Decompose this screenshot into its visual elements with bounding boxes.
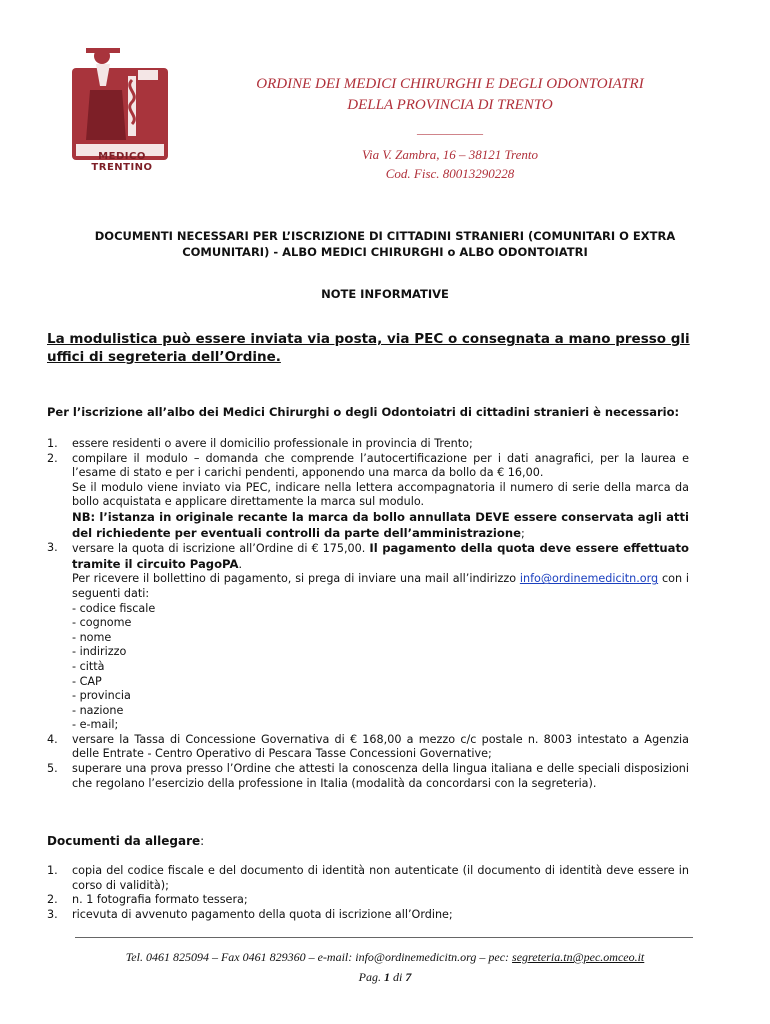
document-title xyxy=(40,228,730,260)
documents-heading-colon: : xyxy=(200,834,205,848)
list-number: 2. xyxy=(47,893,58,907)
page-of: di xyxy=(390,970,406,984)
page-total: 7 xyxy=(405,970,412,984)
list-number: 1. xyxy=(47,437,58,450)
list-text: n. 1 fotografia formato tessera; xyxy=(72,893,248,907)
page-indicator xyxy=(40,970,730,985)
documents-list xyxy=(47,864,689,922)
field-item: - nazione xyxy=(72,703,124,717)
requirements-intro: Per l’iscrizione all’albo dei Medici Chirurghi o degli Odontoiatri di cittadini stranieri è necessario: xyxy=(47,405,680,419)
documents-heading-text: Documenti da allegare xyxy=(47,834,201,848)
nb-warning: NB: l’istanza in originale recante la marca da bollo annullata DEVE essere conservata agli atti del richiedente per eventuali controlli da parte dell’amministrazione xyxy=(72,509,689,540)
footer-divider xyxy=(75,937,693,938)
pec-email-link[interactable]: segreteria.tn@pec.omceo.it xyxy=(512,950,645,964)
field-item: - codice fiscale xyxy=(72,601,156,615)
field-item: - città xyxy=(72,659,105,673)
modulistica-notice: La modulistica può essere inviata via posta, via PEC o consegnata a mano presso gli uffici di segreteria dell’Ordine. xyxy=(47,331,690,365)
list-number: 2. xyxy=(47,451,58,465)
list-text: compilare il modulo – domanda che comprende l’autocertificazione per i dati anagrafici, per la laurea e l’esame di stato e per i carichi pendenti, apponendo una marca da bollo da € 16,00. xyxy=(72,451,689,480)
header-separator: ___________ xyxy=(417,122,483,136)
documents-heading xyxy=(47,834,204,848)
document-title-line2: COMUNITARI) - ALBO MEDICI CHIRURGHI o ALBO ODONTOIATRI xyxy=(182,245,588,259)
document-title-line1: DOCUMENTI NECESSARI PER L’ISCRIZIONE DI CITTADINI STRANIERI (COMUNITARI O EXTRA xyxy=(94,229,676,243)
list-text: versare la quota di iscrizione all’Ordine di € 175,00. xyxy=(72,542,370,556)
info-email-link[interactable]: info@ordinemedicitn.org xyxy=(519,572,659,586)
list-item xyxy=(47,908,689,923)
org-name-line1: ORDINE DEI MEDICI CHIRURGHI E DEGLI ODONTOIATRI xyxy=(256,76,644,92)
org-fiscal-code: Cod. Fisc. 80013290228 xyxy=(385,166,515,181)
list-number: 1. xyxy=(47,864,58,877)
pec-note: Se il modulo viene inviato via PEC, indicare nella lettera accompagnatoria il numero di serie della marca da bollo acquistata e applicare direttamente la marca sul modulo. xyxy=(72,480,689,509)
pagopa-end: . xyxy=(238,557,243,571)
list-item xyxy=(47,733,689,762)
page-label: Pag. xyxy=(358,970,384,984)
list-text: copia del codice fiscale e del documento di identità non autenticate (il documento di identità deve essere in corso di validità); xyxy=(72,864,689,892)
field-item: - indirizzo xyxy=(72,645,127,659)
page-number: 1 xyxy=(384,970,390,984)
list-item xyxy=(47,452,689,542)
field-item: - cognome xyxy=(72,616,132,630)
list-item xyxy=(47,864,689,893)
field-item: - nome xyxy=(72,630,112,644)
list-text: superare una prova presso l’Ordine che attesti la conoscenza della lingua italiana e delle speciali disposizioni che regolano l’esercizio della professione in Italia (modalità da concordarsi con la segreteria). xyxy=(72,762,689,790)
logo-text: MEDICO TRENTINO xyxy=(91,151,153,173)
list-item xyxy=(47,437,689,452)
footer-contacts xyxy=(40,950,730,965)
requirements-list xyxy=(47,437,689,791)
field-item: - CAP xyxy=(72,674,102,688)
list-number: 5. xyxy=(47,762,58,776)
field-item: - provincia xyxy=(72,689,131,703)
pagopa-note: Il pagamento della quota deve essere effettuato tramite il circuito PagoPA xyxy=(72,541,689,571)
list-number: 3. xyxy=(47,541,58,555)
list-text: versare la Tassa di Concessione Governativa di € 168,00 a mezzo c/c postale n. 8003 intestato a Agenzia delle Entrate - Centro Operativo di Pescara Tasse Concessioni Governative; xyxy=(72,732,689,761)
footer-contacts-text: Tel. 0461 825094 – Fax 0461 829360 – e-mail: info@ordinemedicitn.org – pec: xyxy=(125,950,513,964)
mail-text: Per ricevere il bollettino di pagamento, si prega di inviare una mail all’indirizzo xyxy=(72,572,520,586)
list-text: ricevuta di avvenuto pagamento della quota di iscrizione all’Ordine; xyxy=(72,907,453,921)
note-heading: NOTE INFORMATIVE xyxy=(321,287,449,301)
mail-end: con i seguenti dati: xyxy=(72,572,689,600)
org-address: Via V. Zambra, 16 – 38121 Trento xyxy=(361,147,538,162)
list-number: 4. xyxy=(47,732,58,746)
list-item xyxy=(47,541,689,733)
list-number: 3. xyxy=(47,907,58,921)
field-item: - e-mail; xyxy=(72,718,119,732)
list-text: essere residenti o avere il domicilio professionale in provincia di Trento; xyxy=(72,437,473,450)
nb-end: ; xyxy=(520,526,525,540)
org-name-line2: DELLA PROVINCIA DI TRENTO xyxy=(347,97,553,113)
list-item xyxy=(47,762,689,791)
list-item xyxy=(47,893,689,908)
